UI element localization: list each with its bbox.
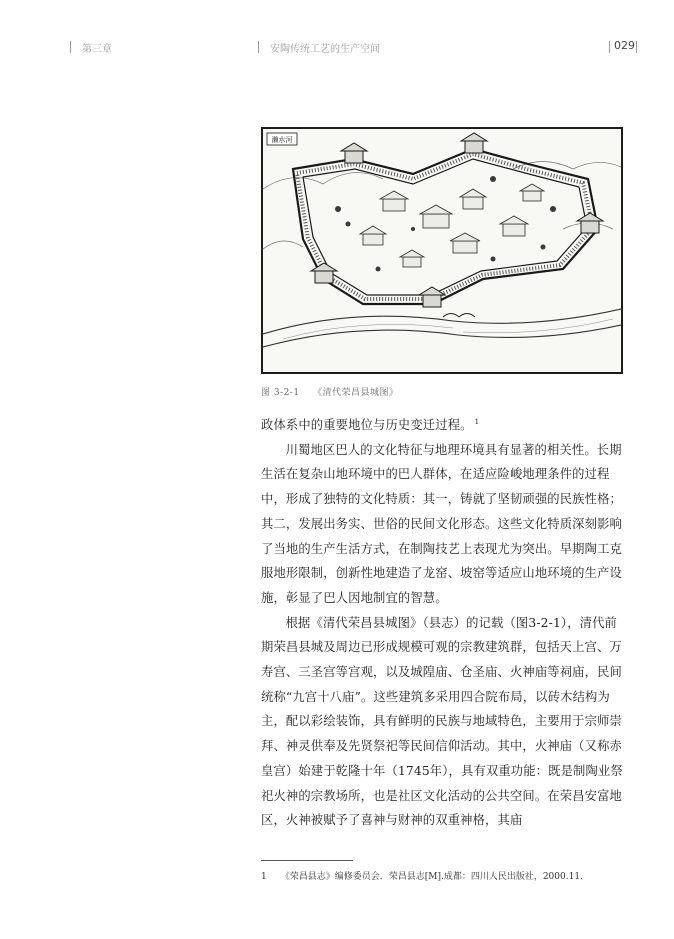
running-header [0,40,674,56]
map-label-text: 濑水河 [271,136,293,144]
header-divider [258,41,259,53]
chapter-label: 第三章 [82,44,112,55]
figure-title: 《清代荣昌县城图》 [313,388,399,398]
footnote [261,869,583,882]
paragraph: 根据《清代荣昌县城图》（县志）的记载（图3-2-1），清代前期荣昌县城及周边已形成规模可观的宗教建筑群，包括天上宫、万寿宫、三圣宫等宫观，以及城隍庙、仓圣庙、火神庙等祠庙，民间统称“九宫十八庙”。这些建筑多采用四合院布局，以砖木结构为主，配以彩绘装饰，具有鲜明的民族与地域特色，主要用于宗师崇拜、神灵供奉及先贤祭祀等民间信仰活动。其中，火神庙（又称赤皇宫）始建于乾隆十年（1745年），具有双重功能：既是制陶业祭祀火神的宗教场所，也是社区文化活动的公共空间。在荣昌安富地区，火神被赋予了喜神与财神的双重神格，其庙 [261,615,623,828]
book-title: 安陶传统工艺的生产空间 [270,44,380,55]
city-map-illustration [261,127,623,374]
paragraph: 川蜀地区巴人的文化特征与地理环境具有显著的相关性。长期生活在复杂山地环境中的巴人群体，在适应险峻地理条件的过程中，形成了独特的文化特质：其一，铸就了坚韧顽强的民族性格；其二，发展出务实、世俗的民间文化形态。这些文化特质深刻影响了当地的生产生活方式，在制陶技艺上表现尤为突出。早期陶工克服地形限制，创新性地建造了龙窑、坡窑等适应山地环境的生产设施，彰显了巴人因地制宜的智慧。 [261,442,622,605]
page-number: 029 [614,39,635,52]
footnote-reference[interactable]: 1 [474,417,480,426]
header-divider [609,41,610,53]
body-text [261,413,626,833]
figure-caption [261,385,409,398]
header-divider [636,41,637,53]
footnote-text: 《荣昌县志》编修委员会．荣昌县志[M].成都：四川人民出版社，2000.11. [280,872,583,882]
header-divider [70,41,71,53]
figure-label: 图 3-2-1 [261,388,300,398]
paragraph-text: 政体系中的重要地位与历史变迁过程。 [261,418,473,432]
footnote-divider [261,860,353,861]
paragraph [261,413,626,438]
footnote-number: 1 [261,872,267,882]
